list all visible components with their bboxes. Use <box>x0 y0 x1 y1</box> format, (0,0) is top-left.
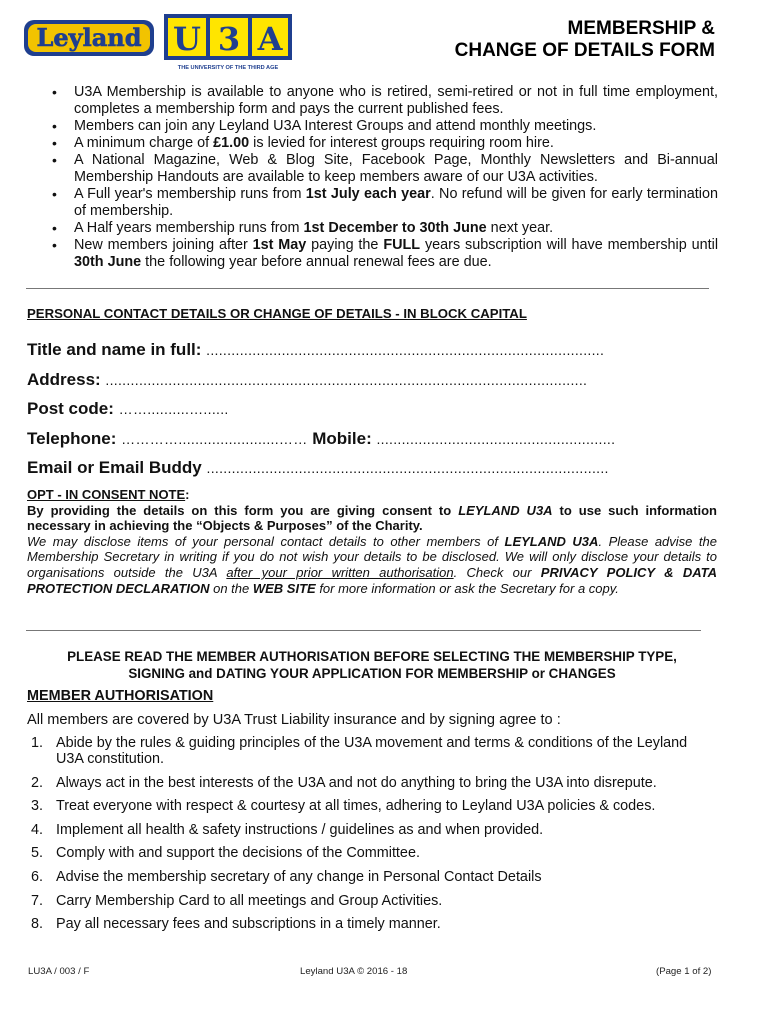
authorisation-item-number: 3. <box>31 798 44 815</box>
divider <box>26 288 709 289</box>
info-text: A National Magazine, Web & Blog Site, Facebook Page, Monthly Newsletters and Bi-annual Membership Handouts are available to keep members aware of our U3A activities. <box>74 152 718 185</box>
footer-copyright: Leyland U3A © 2016 - 18 <box>300 966 408 977</box>
postcode-dots: ……..........…...... <box>118 401 229 417</box>
form-title <box>455 18 715 62</box>
authorisation-item-number: 8. <box>31 916 44 933</box>
info-text: years subscription will have membership until <box>420 237 719 253</box>
title-name-field[interactable] <box>27 340 604 360</box>
telephone-dots: …………........................…… <box>121 431 308 447</box>
leyland-u3a-logo <box>22 12 302 72</box>
svg-text:3: 3 <box>217 20 241 58</box>
info-text: New members joining after <box>74 237 253 253</box>
authorisation-item-text: Pay all necessary fees and subscriptions in a timely manner. <box>56 916 441 933</box>
authorisation-item-number: 7. <box>31 892 44 909</box>
email-dots: ................................................................................................ <box>206 460 609 476</box>
info-text: the following year before annual renewal fees are due. <box>141 254 492 270</box>
info-text: is levied for interest groups requiring room hire. <box>249 135 554 151</box>
info-text: . No refund will be given for early termination of membership. <box>74 186 719 219</box>
member-authorisation-heading: MEMBER AUTHORISATION <box>27 688 214 704</box>
personal-details-heading: PERSONAL CONTACT DETAILS OR CHANGE OF DETAILS - IN BLOCK CAPITAL <box>27 306 527 321</box>
authorisation-item <box>27 798 717 814</box>
disclosure-text-5: for more information or ask the Secretary for a copy. <box>315 580 619 596</box>
authorisation-item-number: 2. <box>31 774 44 791</box>
authorisation-item <box>27 916 717 932</box>
authorisation-item <box>27 822 717 838</box>
authorisation-item <box>27 893 717 909</box>
email-label: Email or Email Buddy <box>27 458 202 477</box>
authorisation-item <box>27 845 717 861</box>
notice-line-1: PLEASE READ THE MEMBER AUTHORISATION BEFORE SELECTING THE MEMBERSHIP TYPE, <box>67 649 677 664</box>
info-emphasis: 30th June <box>74 254 142 270</box>
consent-org-1: LEYLAND U3A <box>458 502 553 518</box>
member-authorisation-intro: All members are covered by U3A Trust Liability insurance and by signing agree to : <box>27 712 561 728</box>
info-text: Members can join any Leyland U3A Interest Groups and attend monthly meetings. <box>74 118 597 134</box>
footer-ref: LU3A / 003 / F <box>28 966 90 977</box>
consent-text-2: to use such information necessary in achieving the “Objects & Purposes” of the Charity. <box>27 502 717 534</box>
authorisation-item-text: Abide by the rules & guiding principles of the U3A movement and terms & conditions of the Leyland U3A constitution. <box>56 735 688 767</box>
authorisation-item-text: Carry Membership Card to all meetings and Group Activities. <box>56 892 443 909</box>
authorisation-item-text: Treat everyone with respect & courtesy at all times, adhering to Leyland U3A policies & codes. <box>56 798 656 815</box>
info-emphasis: 1st May <box>252 237 307 253</box>
info-text: paying the <box>306 237 384 253</box>
notice-line-2: SIGNING and DATING YOUR APPLICATION FOR MEMBERSHIP or CHANGES <box>128 666 616 681</box>
address-label: Address: <box>27 370 101 389</box>
membership-info-item <box>48 84 718 118</box>
authorisation-item-number: 6. <box>31 868 44 885</box>
mobile-dots: ......................................................... <box>376 431 616 447</box>
authorisation-list <box>27 735 717 940</box>
authorisation-item-text: Advise the membership secretary of any change in Personal Contact Details <box>56 868 542 885</box>
authorisation-item <box>27 775 717 791</box>
disclosure-text-4: on the <box>209 580 253 596</box>
membership-info-list <box>48 84 718 271</box>
disclosure-org: LEYLAND U3A <box>504 533 599 549</box>
consent-text-1: By providing the details on this form you are giving consent to <box>27 502 459 518</box>
consent-statement <box>27 503 717 534</box>
info-emphasis: 1st July each year <box>305 186 431 202</box>
authorisation-item <box>27 735 717 767</box>
telephone-label: Telephone: <box>27 429 117 448</box>
authorisation-item-number: 4. <box>31 821 44 838</box>
info-text: U3A Membership is available to anyone who is retired, semi-retired or not in full time employment, completes a membership form and pays the current published fees. <box>74 84 718 117</box>
info-emphasis: £1.00 <box>213 135 250 151</box>
form-title-line-1: MEMBERSHIP & <box>567 18 715 39</box>
address-dots: ................................................................................................................... <box>105 372 588 388</box>
info-text: next year. <box>486 220 554 236</box>
membership-info-item <box>48 237 718 271</box>
membership-info-item <box>48 135 718 152</box>
svg-text:A: A <box>257 20 283 58</box>
membership-info-item <box>48 118 718 135</box>
form-title-line-2: CHANGE OF DETAILS FORM <box>454 40 715 61</box>
divider <box>26 630 701 631</box>
authorisation-item-text: Always act in the best interests of the U3A and not do anything to bring the U3A into disrepute. <box>56 774 657 791</box>
consent-heading: OPT - IN CONSENT NOTE <box>27 487 186 502</box>
mobile-label: Mobile: <box>312 429 372 448</box>
postcode-field[interactable] <box>27 399 229 419</box>
info-text: A minimum charge of <box>74 135 214 151</box>
info-emphasis: FULL <box>383 237 421 253</box>
footer-page-number: (Page 1 of 2) <box>656 966 712 977</box>
address-field[interactable] <box>27 370 587 390</box>
disclosure-text-1: We may disclose items of your personal contact details to other members of <box>27 533 505 549</box>
authorisation-item-number: 1. <box>31 735 44 751</box>
disclosure-text-3: . Check our <box>453 564 541 580</box>
disclosure-text-2: . Please advise the Membership Secretary in writing if you do not wish your details to be disclosed. We will only disclose your details to organisations outside the U3A <box>27 533 717 580</box>
info-text: A Full year's membership runs from <box>74 186 306 202</box>
membership-info-item <box>48 186 718 220</box>
title-name-label: Title and name in full: <box>27 340 202 359</box>
title-name-dots: ............................................................................................... <box>206 342 605 358</box>
membership-info-item <box>48 220 718 237</box>
authorisation-item-text: Implement all health & safety instructions / guidelines as and when provided. <box>56 821 544 838</box>
email-field[interactable] <box>27 458 609 478</box>
consent-disclosure <box>27 534 717 596</box>
read-authorisation-notice <box>27 648 717 682</box>
svg-text:U: U <box>173 20 201 58</box>
info-emphasis: 1st December to 30th June <box>303 220 487 236</box>
membership-info-item <box>48 152 718 186</box>
logo-word: Leyland <box>36 23 142 52</box>
info-text: A Half years membership runs from <box>74 220 304 236</box>
authorisation-item-text: Comply with and support the decisions of the Committee. <box>56 845 420 862</box>
authorisation-item-number: 5. <box>31 845 44 862</box>
telephone-field[interactable] <box>27 429 615 449</box>
authorisation-item <box>27 869 717 885</box>
postcode-label: Post code: <box>27 399 114 418</box>
privacy-policy-ref: PRIVACY POLICY & DATA PROTECTION DECLARATION <box>27 564 718 596</box>
disclosure-underlined: after your prior written authorisation <box>226 564 454 580</box>
consent-note <box>27 487 717 596</box>
logo-tagline: THE UNIVERSITY OF THE THIRD AGE <box>177 65 279 71</box>
web-site-ref: WEB SITE <box>252 580 316 596</box>
consent-colon: : <box>185 487 190 502</box>
